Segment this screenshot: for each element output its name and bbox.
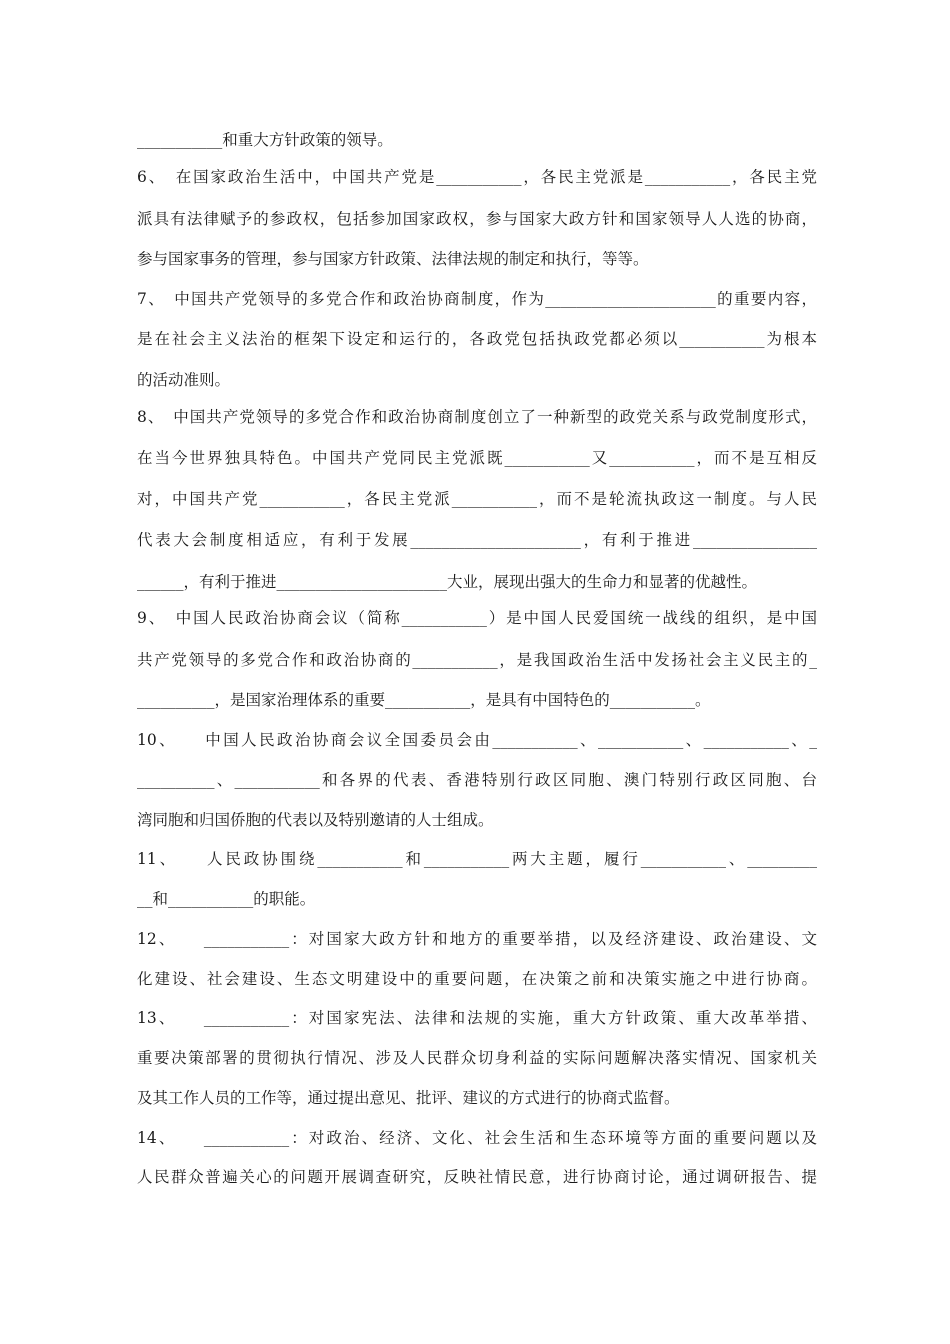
text-line: 在当今世界独具特色。中国共产党同民主党派既___________又___________，而不是互相反 bbox=[137, 449, 817, 467]
text-line: 的活动准则。 bbox=[137, 371, 231, 389]
text-line: 6、 在国家政治生活中，中国共产党是___________，各民主党派是___________，各民主党 bbox=[137, 168, 817, 186]
text-line: 化建设、社会建设、生态文明建设中的重要问题，在决策之前和决策实施之中进行协商。 bbox=[137, 970, 817, 988]
text-line: 7、 中国共产党领导的多党合作和政治协商制度，作为______________________的重要内容， bbox=[137, 290, 817, 308]
text-line: 是在社会主义法治的框架下设定和运行的，各政党包括执政党都必须以___________为根本 bbox=[137, 330, 817, 348]
text-line: 参与国家事务的管理，参与国家方针政策、法律法规的制定和执行，等等。 bbox=[137, 250, 649, 268]
text-line: __和___________的职能。 bbox=[137, 890, 316, 908]
text-line: 12、 ___________：对国家大政方针和地方的重要举措，以及经济建设、政治建设、文 bbox=[137, 930, 817, 948]
text-line: 派具有法律赋予的参政权，包括参加国家政权，参与国家大政方针和国家领导人人选的协商， bbox=[137, 210, 817, 228]
text-line: 及其工作人员的工作等，通过提出意见、批评、建议的方式进行的协商式监督。 bbox=[137, 1089, 680, 1107]
text-line: 14、 ___________：对政治、经济、文化、社会生活和生态环境等方面的重要问题以及 bbox=[137, 1129, 817, 1147]
text-line: 13、 ___________：对国家宪法、法律和法规的实施，重大方针政策、重大改革举措、 bbox=[137, 1009, 817, 1027]
text-line: __________，是国家治理体系的重要___________，是具有中国特色的___________。 bbox=[137, 691, 711, 709]
text-line: 9、 中国人民政治协商会议（简称___________）是中国人民爱国统一战线的组织，是中国 bbox=[137, 609, 817, 627]
text-line: 湾同胞和归国侨胞的代表以及特别邀请的人士组成。 bbox=[137, 811, 494, 829]
text-line: __________、___________和各界的代表、香港特别行政区同胞、澳门特别行政区同胞、台 bbox=[137, 771, 817, 789]
text-line: 8、 中国共产党领导的多党合作和政治协商制度创立了一种新型的政党关系与政党制度形式， bbox=[137, 408, 817, 426]
text-line: 10、 中国人民政治协商会议全国委员会由___________、___________、___________、_ bbox=[137, 731, 817, 749]
text-line: ___________和重大方针政策的领导。 bbox=[137, 131, 393, 149]
text-line: 代表大会制度相适应，有利于发展______________________，有利于推进________________ bbox=[137, 531, 817, 549]
text-line: ______，有利于推进______________________大业，展现出强大的生命力和显著的优越性。 bbox=[137, 573, 758, 591]
text-line: 重要决策部署的贯彻执行情况、涉及人民群众切身利益的实际问题解决落实情况、国家机关 bbox=[137, 1049, 817, 1067]
text-line: 11、 人民政协围绕___________和___________两大主题，履行___________、_________ bbox=[137, 850, 817, 868]
text-line: 共产党领导的多党合作和政治协商的___________，是我国政治生活中发扬社会主义民主的_ bbox=[137, 651, 817, 669]
text-line: 对，中国共产党___________，各民主党派___________，而不是轮流执政这一制度。与人民 bbox=[137, 490, 817, 508]
text-line: 人民群众普遍关心的问题开展调查研究，反映社情民意，进行协商讨论，通过调研报告、提 bbox=[137, 1168, 817, 1186]
